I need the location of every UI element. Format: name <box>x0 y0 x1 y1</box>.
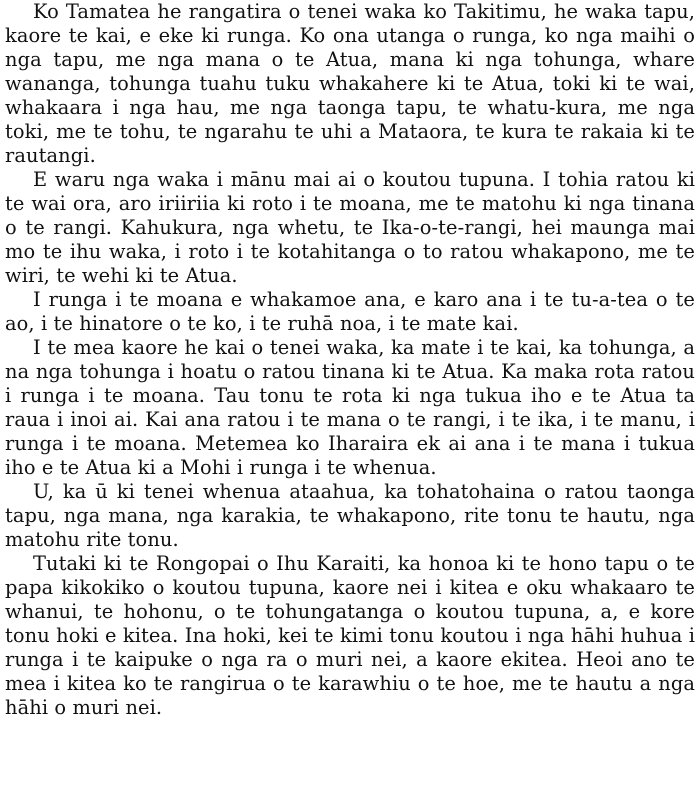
paragraph-takitimu: Ko Tamatea he rangatira o tenei waka ko Takitimu, he waka tapu, kaore te kai, e eke ki runga. Ko ona utanga o runga, ko nga maihi o nga tapu, me nga mana o te Atua, mana ki nga tohunga, whare wananga, tohunga tuahu tuku whakahere ki te Atua, toki ki te wai, whakaara i nga hau, me nga taonga tapu, te whatu-kura, me nga toki, me te tohu, te ngarahu te uhi a Mataora, te kura te rakaia ki te rautangi. <box>5 0 695 167</box>
paragraph-eight-canoes: E waru nga waka i mānu mai ai o koutou tupuna. I tohia ratou ki te wai ora, aro iriiriia ki roto i te moana, me te matohu ki nga tinana o te rangi. Kahukura, nga whetu, te Ika-o-te-rangi, hei maunga mai mo te ihu waka, i roto i te kotahitanga o to ratou whakapono, me te wiri, te wehi ki te Atua. <box>5 168 695 287</box>
paragraph-ocean-voyage: I runga i te moana e whakamoe ana, e karo ana i te tu-a-tea o te ao, i te hinatore o te ko, i te ruhā noa, i te mate kai. <box>5 288 695 335</box>
paragraph-landing: U, ka ū ki tenei whenua ataahua, ka tohatohaina o ratou taonga tapu, nga mana, nga karakia, te whakapono, rite tonu te hautu, nga matohu rite tonu. <box>5 480 695 551</box>
paragraph-gospel: Tutaki ki te Rongopai o Ihu Karaiti, ka honoa ki te hono tapu o te papa kikokiko o koutou tupuna, kaore nei i kitea e oku whakaaro te whanui, te hohonu, o te tohungatanga o koutou tupuna, a, e kore tonu hoki e kitea. Ina hoki, kei te kimi tonu koutou i nga hāhi huhua i runga i te kaipuke o nga ra o muri nei, a kaore ekitea. Heoi ano te mea i kitea ko te rangirua o te karawhiu o te hoe, me te hautu a nga hāhi o muri nei. <box>5 552 695 719</box>
paragraph-tohunga-sacrifice: I te mea kaore he kai o tenei waka, ka mate i te kai, ka tohunga, a na nga tohunga i hoatu o ratou tinana ki te Atua. Ka maka rota ratou i runga i te moana. Tau tonu te rota ki nga tukua iho e te Atua ta raua i inoi ai. Kai ana ratou i te mana o te rangi, i te ika, i te manu, i runga i te moana. Metemea ko Iharaira ek ai ana i te mana i tukua iho e te Atua ki a Mohi i runga i te whenua. <box>5 336 695 479</box>
